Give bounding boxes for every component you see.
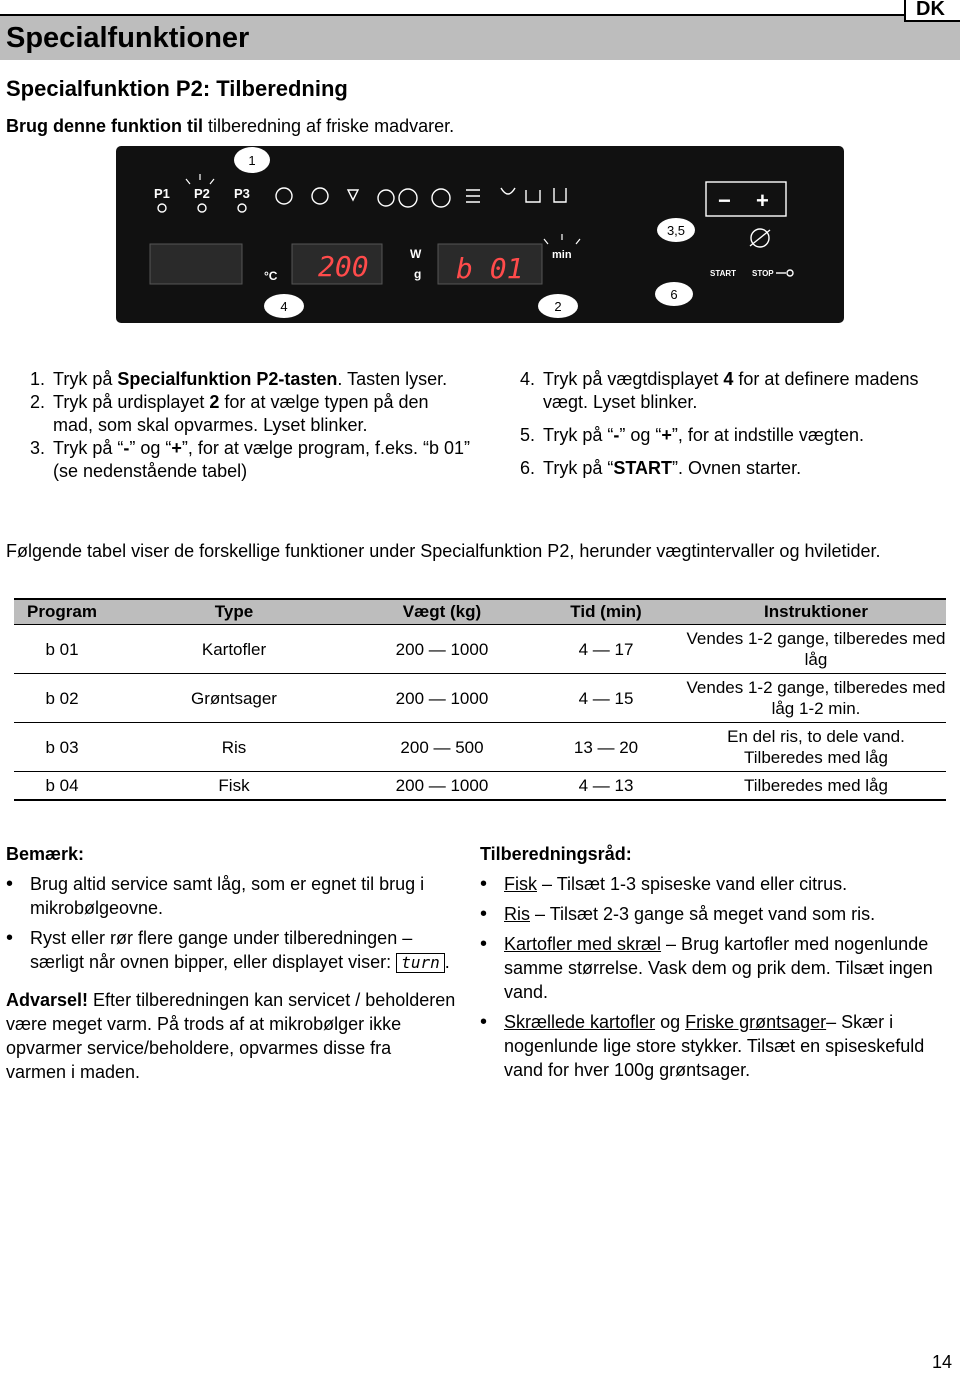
language-code: DK bbox=[916, 0, 945, 20]
callout-2: 2 bbox=[554, 299, 562, 314]
time-light-rays bbox=[544, 234, 580, 244]
cell-program: b 02 bbox=[14, 674, 110, 723]
cell-program: b 04 bbox=[14, 772, 110, 801]
weight-icon bbox=[348, 190, 358, 200]
p2-button-label: P2 bbox=[194, 186, 210, 201]
tip-term: Skrællede kartofler bbox=[504, 1012, 656, 1032]
cell-type: Fisk bbox=[110, 772, 358, 801]
tip-term: Ris bbox=[504, 904, 530, 924]
step-text: ”, for at indstille vægten. bbox=[671, 425, 864, 445]
tip-text: og bbox=[655, 1012, 686, 1032]
step-bold: - bbox=[123, 438, 130, 458]
note-period: . bbox=[444, 952, 450, 972]
step-number: 6. bbox=[520, 458, 536, 478]
step-text: ”, for at vælge program, f.eks. “b 01” (se nedenstående tabel) bbox=[53, 438, 470, 481]
step-text: for at vælge typen på den mad, som skal opvarmes. Lyset blinker. bbox=[53, 392, 429, 435]
tips-section bbox=[480, 842, 950, 1088]
time-display-value: b 01 bbox=[456, 252, 524, 285]
warning-text: Efter tilberedningen kan servicet / beholderen være meget varm. På trods af at mikrobølger ikke opvarmer service/beholdere, opvarmes disse fra varmen i maden. bbox=[6, 990, 456, 1082]
list-item bbox=[480, 932, 950, 1004]
weight-display-value: 200 bbox=[318, 250, 369, 283]
table-row bbox=[14, 625, 946, 674]
grill-icon bbox=[466, 190, 480, 202]
cell-instructions: En del ris, to dele vand. Tilberedes med låg bbox=[686, 723, 946, 772]
warning bbox=[6, 988, 456, 1084]
cell-instructions: Tilberedes med låg bbox=[686, 772, 946, 801]
tip-term: Kartofler med skræl bbox=[504, 934, 662, 954]
turn-display-glyph: turn bbox=[396, 953, 445, 973]
note-list bbox=[6, 872, 456, 974]
steam-icon bbox=[378, 190, 394, 206]
cell-type: Kartofler bbox=[110, 625, 358, 674]
col-header: Instruktioner bbox=[686, 599, 946, 625]
fan-icon bbox=[198, 204, 206, 212]
section-title: Specialfunktion P2: Tilberedning bbox=[6, 76, 348, 101]
grill-fan-icon bbox=[432, 189, 450, 207]
step-text: ” og “ bbox=[129, 438, 172, 458]
callout-1: 1 bbox=[248, 153, 256, 168]
callout-6: 6 bbox=[670, 287, 678, 302]
step-bold: Specialfunktion P2-tasten bbox=[117, 369, 338, 389]
note-title: Bemærk: bbox=[6, 844, 85, 864]
w-label: W bbox=[410, 247, 422, 261]
intro-rest: tilberedning af friske madvarer. bbox=[202, 116, 455, 136]
cell-time: 4 — 13 bbox=[526, 772, 686, 801]
step-text: Tryk på bbox=[53, 369, 118, 389]
table-header-row bbox=[14, 599, 946, 625]
table-row bbox=[14, 674, 946, 723]
step-5 bbox=[520, 424, 940, 447]
minus-key-label: − bbox=[718, 188, 731, 213]
p2-light-rays bbox=[186, 174, 214, 184]
min-label: min bbox=[552, 249, 572, 261]
microwave-grill-icon bbox=[501, 188, 515, 194]
cell-instructions: Vendes 1-2 gange, tilberedes med låg 1-2 min. bbox=[686, 674, 946, 723]
intro-bold: Brug denne funktion til bbox=[6, 116, 203, 136]
stop-circle-icon bbox=[787, 270, 793, 276]
start-key-label: START bbox=[710, 269, 737, 278]
step-number: 3. bbox=[30, 438, 46, 458]
page-number: 14 bbox=[932, 1352, 953, 1372]
cell-type: Grøntsager bbox=[110, 674, 358, 723]
g-label: g bbox=[414, 267, 422, 281]
step-text: Tryk på “ bbox=[53, 438, 124, 458]
note-bullet-text: Ryst eller rør flere gange under tilberedningen – særligt når ovnen bipper, eller displayet viser: bbox=[30, 928, 413, 972]
plus-key-label: + bbox=[756, 188, 769, 213]
step-text: for at definere madens vægt. Lyset blinker. bbox=[543, 369, 919, 412]
cell-instructions: Vendes 1-2 gange, tilberedes med låg bbox=[686, 625, 946, 674]
table-row bbox=[14, 723, 946, 772]
col-header: Vægt (kg) bbox=[358, 599, 526, 625]
col-header: Tid (min) bbox=[526, 599, 686, 625]
step-bold: 4 bbox=[723, 369, 734, 389]
callout-3-5: 3,5 bbox=[666, 223, 686, 238]
fan-icon bbox=[238, 204, 246, 212]
list-item bbox=[480, 872, 950, 896]
list-item bbox=[480, 902, 950, 926]
tips-list bbox=[480, 872, 950, 1082]
control-panel-illustration bbox=[116, 146, 844, 323]
section-intro bbox=[6, 116, 454, 137]
col-header: Type bbox=[110, 599, 358, 625]
fan-icon bbox=[158, 204, 166, 212]
step-4 bbox=[520, 368, 940, 414]
turbo-icon bbox=[399, 189, 417, 207]
warning-bold: Advarsel! bbox=[6, 990, 89, 1010]
step-text: ” og “ bbox=[619, 425, 662, 445]
table-intro: Følgende tabel viser de forskellige funktioner under Specialfunktion P2, herunder vægtintervaller og hviletider. bbox=[6, 541, 881, 561]
cell-program: b 03 bbox=[14, 723, 110, 772]
page-header bbox=[0, 14, 960, 60]
page-title: Specialfunktioner bbox=[6, 22, 250, 54]
list-item bbox=[6, 926, 456, 974]
step-1 bbox=[30, 368, 470, 391]
step-number: 5. bbox=[520, 425, 536, 445]
step-bold: - bbox=[613, 425, 620, 445]
steps-left bbox=[30, 368, 470, 483]
step-number: 2. bbox=[30, 392, 46, 412]
cell-time: 4 — 15 bbox=[526, 674, 686, 723]
table-row bbox=[14, 772, 946, 801]
cell-time: 13 — 20 bbox=[526, 723, 686, 772]
control-panel-svg bbox=[116, 146, 844, 323]
cell-weight: 200 — 1000 bbox=[358, 625, 526, 674]
stop-key-label: STOP bbox=[752, 269, 774, 278]
tip-text: – Tilsæt 2-3 gange så meget vand som ris. bbox=[530, 904, 876, 924]
cell-weight: 200 — 1000 bbox=[358, 772, 526, 801]
step-text: Tryk på vægtdisplayet bbox=[543, 369, 724, 389]
step-bold: + bbox=[661, 425, 672, 445]
list-item bbox=[480, 1010, 950, 1082]
tip-text: – Tilsæt 1-3 spiseske vand eller citrus. bbox=[537, 874, 848, 894]
crisp-icon bbox=[554, 188, 566, 202]
bowl-icon bbox=[526, 190, 540, 202]
tips-title: Tilberedningsråd: bbox=[480, 844, 632, 864]
tip-text: – Brug kartofler med nogenlunde samme størrelse. Vask dem og prik dem. Tilsæt ingen vand. bbox=[504, 934, 933, 1002]
note-section bbox=[6, 842, 456, 1084]
cell-weight: 200 — 500 bbox=[358, 723, 526, 772]
blank-display bbox=[150, 244, 242, 284]
program-table bbox=[14, 598, 946, 801]
step-text: . Tasten lyser. bbox=[337, 369, 448, 389]
cell-type: Ris bbox=[110, 723, 358, 772]
callout-4: 4 bbox=[280, 299, 288, 314]
step-text: Tryk på “ bbox=[543, 425, 614, 445]
tip-term: Fisk bbox=[504, 874, 537, 894]
step-6 bbox=[520, 457, 940, 480]
steps-right bbox=[520, 368, 940, 480]
tip-term: Friske grøntsager bbox=[685, 1012, 827, 1032]
p3-button-label: P3 bbox=[234, 186, 250, 201]
step-number: 4. bbox=[520, 369, 536, 389]
p1-button-label: P1 bbox=[154, 186, 170, 201]
tip-text: – Skær i nogenlunde lige store stykker. Tilsæt en spiseskefuld vand for hver 100g grøntsager. bbox=[504, 1012, 925, 1080]
fan-grill-icon bbox=[312, 188, 328, 204]
cell-weight: 200 — 1000 bbox=[358, 674, 526, 723]
step-bold: START bbox=[613, 458, 673, 478]
celsius-label: °C bbox=[264, 269, 278, 283]
cell-time: 4 — 17 bbox=[526, 625, 686, 674]
step-text: Tryk på urdisplayet bbox=[53, 392, 210, 412]
defrost-icon bbox=[276, 188, 292, 204]
step-2 bbox=[30, 391, 470, 437]
col-header: Program bbox=[14, 599, 110, 625]
step-number: 1. bbox=[30, 369, 46, 389]
step-3 bbox=[30, 437, 470, 483]
step-text: ”. Ovnen starter. bbox=[672, 458, 802, 478]
cell-program: b 01 bbox=[14, 625, 110, 674]
list-item: • Brug altid service samt låg, som er egnet til brug i mikrobølgeovne. bbox=[6, 872, 456, 920]
step-text: Tryk på “ bbox=[543, 458, 614, 478]
step-bold: + bbox=[171, 438, 182, 458]
step-bold: 2 bbox=[209, 392, 220, 412]
